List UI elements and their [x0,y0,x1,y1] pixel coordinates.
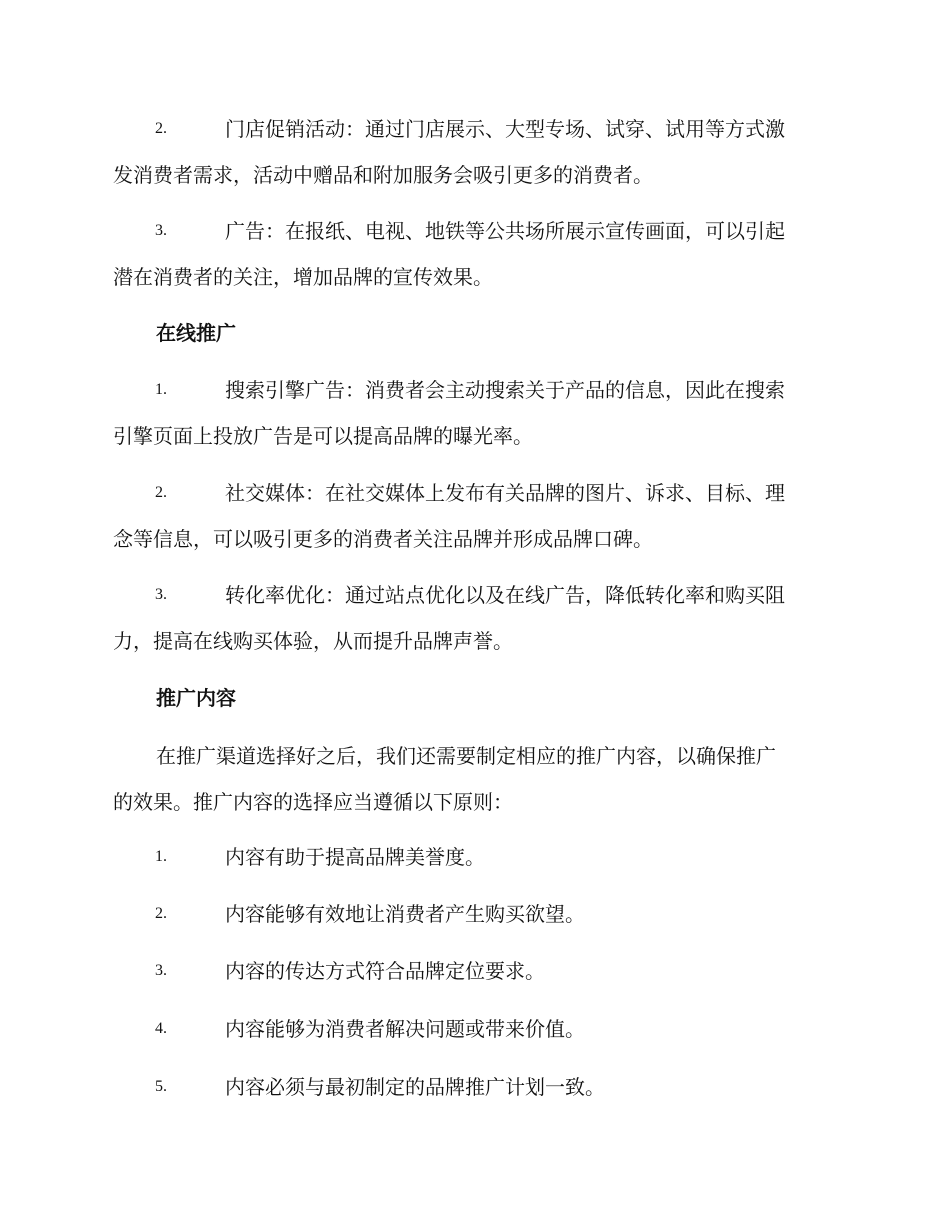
list-item-online-3 [113,572,835,664]
list-item-text-line1: 搜索引擎广告：消费者会主动搜索关于产品的信息，因此在搜索 [225,378,785,402]
section-heading-online: 在线推广 [156,321,236,345]
list-item-text: 内容的传达方式符合品牌定位要求。 [225,959,545,983]
list-number: 5. [155,1078,167,1095]
content-intro-paragraph [113,733,835,825]
section-heading-content: 推广内容 [156,686,236,710]
list-item-text-line2: 引擎页面上投放广告是可以提高品牌的曝光率。 [113,424,533,448]
list-number: 4. [155,1020,167,1037]
list-item-principle-2 [113,891,835,937]
list-item-text-line1: 转化率优化：通过站点优化以及在线广告，降低转化率和购买阻 [225,583,785,607]
paragraph-line2: 的效果。推广内容的选择应当遵循以下原则： [113,790,513,814]
list-item-online-2 [113,470,835,562]
list-number: 3. [155,962,167,979]
list-item-text: 内容必须与最初制定的品牌推广计划一致。 [225,1075,605,1099]
list-number: 2. [155,120,167,137]
list-item-text-line1: 社交媒体：在社交媒体上发布有关品牌的图片、诉求、目标、理 [225,481,785,505]
list-item-text: 内容能够有效地让消费者产生购买欲望。 [225,902,585,926]
list-item-text: 内容有助于提高品牌美誉度。 [225,845,485,869]
paragraph-line1: 在推广渠道选择好之后，我们还需要制定相应的推广内容，以确保推广 [156,744,776,768]
list-item-text-line2: 念等信息，可以吸引更多的消费者关注品牌并形成品牌口碑。 [113,527,653,551]
list-item-text-line2: 力，提高在线购买体验，从而提升品牌声誉。 [113,629,513,653]
list-item-text-line2: 潜在消费者的关注，增加品牌的宣传效果。 [113,265,493,289]
list-number: 2. [155,484,167,501]
list-item-principle-5 [113,1064,835,1110]
list-item-text-line1: 广告：在报纸、电视、地铁等公共场所展示宣传画面，可以引起 [225,219,785,243]
list-item-principle-1 [113,834,835,880]
list-item-text-line2: 发消费者需求，活动中赠品和附加服务会吸引更多的消费者。 [113,163,653,187]
list-item-offline-3 [113,208,835,300]
list-item-text: 内容能够为消费者解决问题或带来价值。 [225,1017,585,1041]
list-number: 3. [155,222,167,239]
list-item-text-line1: 门店促销活动：通过门店展示、大型专场、试穿、试用等方式激 [225,117,785,141]
list-item-offline-2 [113,106,835,198]
list-number: 1. [155,848,167,865]
list-item-online-1 [113,367,835,459]
list-number: 1. [155,381,167,398]
list-item-principle-4 [113,1006,835,1052]
list-number: 2. [155,905,167,922]
list-item-principle-3 [113,948,835,994]
list-number: 3. [155,586,167,603]
